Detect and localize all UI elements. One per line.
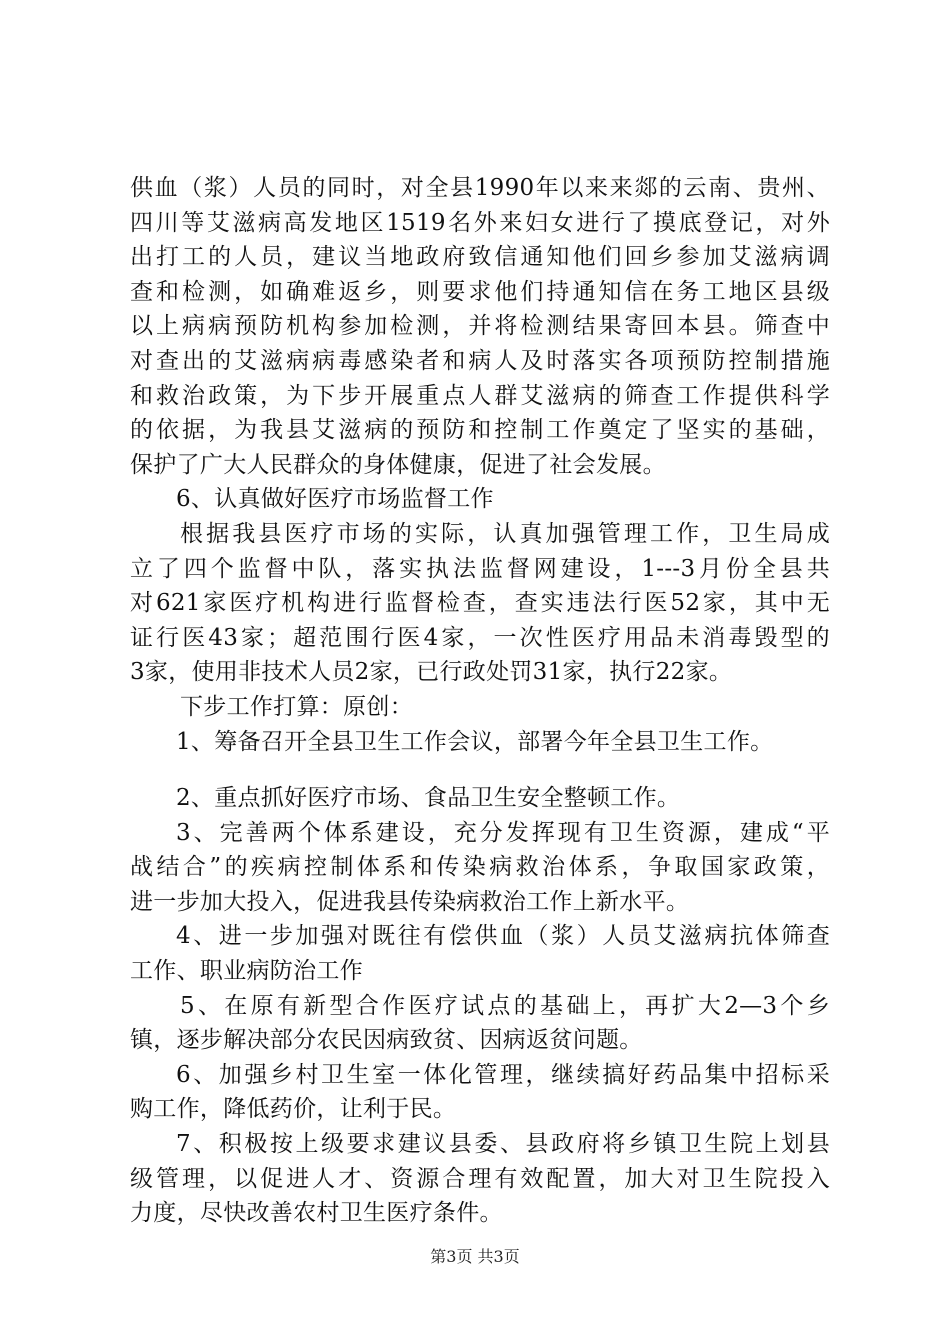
list-item xyxy=(130,989,830,1058)
plan-heading: 下步工作打算：原创： xyxy=(180,693,413,720)
text-line: 出打工的人员，建议当地政府致信通知他们回乡参加艾滋病调 xyxy=(130,244,830,271)
text-line: 工作、职业病防治工作 xyxy=(130,958,363,985)
text-line: 保护了广大人民群众的身体健康，促进了社会发展。 xyxy=(130,451,666,478)
text-line: 3家，使用非技术人员2家，已行政处罚31家，执行22家。 xyxy=(130,659,733,686)
text-line: 供血（浆）人员的同时，对全县1990年以来来郯的云南、贵州、 xyxy=(130,175,830,201)
text-line: 对查出的艾滋病病毒感染者和病人及时落实各项预防控制措施 xyxy=(130,347,830,374)
text-line: 6、加强乡村卫生室一体化管理，继续搞好药品集中招标采 xyxy=(176,1061,830,1088)
text-line: 四川等艾滋病高发地区1519名外来妇女进行了摸底登记，对外 xyxy=(130,209,830,236)
document-body xyxy=(130,171,830,1231)
text-line: 3、完善两个体系建设，充分发挥现有卫生资源，建成“平 xyxy=(176,819,830,846)
list-item: 1、筹备召开全县卫生工作会议，部署今年全县卫生工作。 xyxy=(176,728,774,755)
paragraph xyxy=(130,171,830,482)
section-heading: 6、认真做好医疗市场监督工作 xyxy=(176,486,494,513)
text-line: 购工作，降低药价，让利于民。 xyxy=(130,1096,457,1123)
text-line: 镇，逐步解决部分农民因病致贫、因病返贫问题。 xyxy=(130,1027,643,1054)
text-line: 进一步加大投入，促进我县传染病救治工作上新水平。 xyxy=(130,888,690,915)
list-item xyxy=(130,816,830,920)
text-line: 7、积极按上级要求建议县委、县政府将乡镇卫生院上划县 xyxy=(176,1131,830,1158)
list-item xyxy=(130,1127,830,1231)
text-line: 对621家医疗机构进行监督检查，查实违法行医52家，其中无 xyxy=(130,590,830,617)
page-footer: 第3页 共3页 xyxy=(430,1247,520,1266)
text-line: 根据我县医疗市场的实际，认真加强管理工作，卫生局成 xyxy=(180,520,830,547)
text-line: 查和检测，如确难返乡，则要求他们持通知信在务工地区县级 xyxy=(130,278,830,305)
paragraph xyxy=(130,517,830,690)
text-line: 的依据，为我县艾滋病的预防和控制工作奠定了坚实的基础， xyxy=(130,417,830,444)
text-line: 和救治政策，为下步开展重点人群艾滋病的筛查工作提供科学 xyxy=(130,382,830,409)
text-line: 证行医43家；超范围行医4家，一次性医疗用品未消毒毁型的 xyxy=(130,624,830,651)
text-line: 力度，尽快改善农村卫生医疗条件。 xyxy=(130,1200,503,1227)
text-line: 5、在原有新型合作医疗试点的基础上，再扩大2—3个乡 xyxy=(180,992,830,1019)
text-line: 级管理，以促进人才、资源合理有效配置，加大对卫生院投入 xyxy=(130,1165,830,1192)
text-line: 以上病病预防机构参加检测，并将检测结果寄回本县。筛查中 xyxy=(130,313,830,340)
text-line: 战结合”的疾病控制体系和传染病救治体系，争取国家政策， xyxy=(130,854,830,881)
text-line: 立了四个监督中队，落实执法监督网建设，1---3月份全县共 xyxy=(130,555,830,582)
list-item xyxy=(130,1058,830,1127)
list-item xyxy=(130,919,830,988)
list-item: 2、重点抓好医疗市场、食品卫生安全整顿工作。 xyxy=(176,785,681,812)
blank-gap xyxy=(130,759,830,781)
text-line: 4、进一步加强对既往有偿供血（浆）人员艾滋病抗体筛查 xyxy=(176,923,830,950)
